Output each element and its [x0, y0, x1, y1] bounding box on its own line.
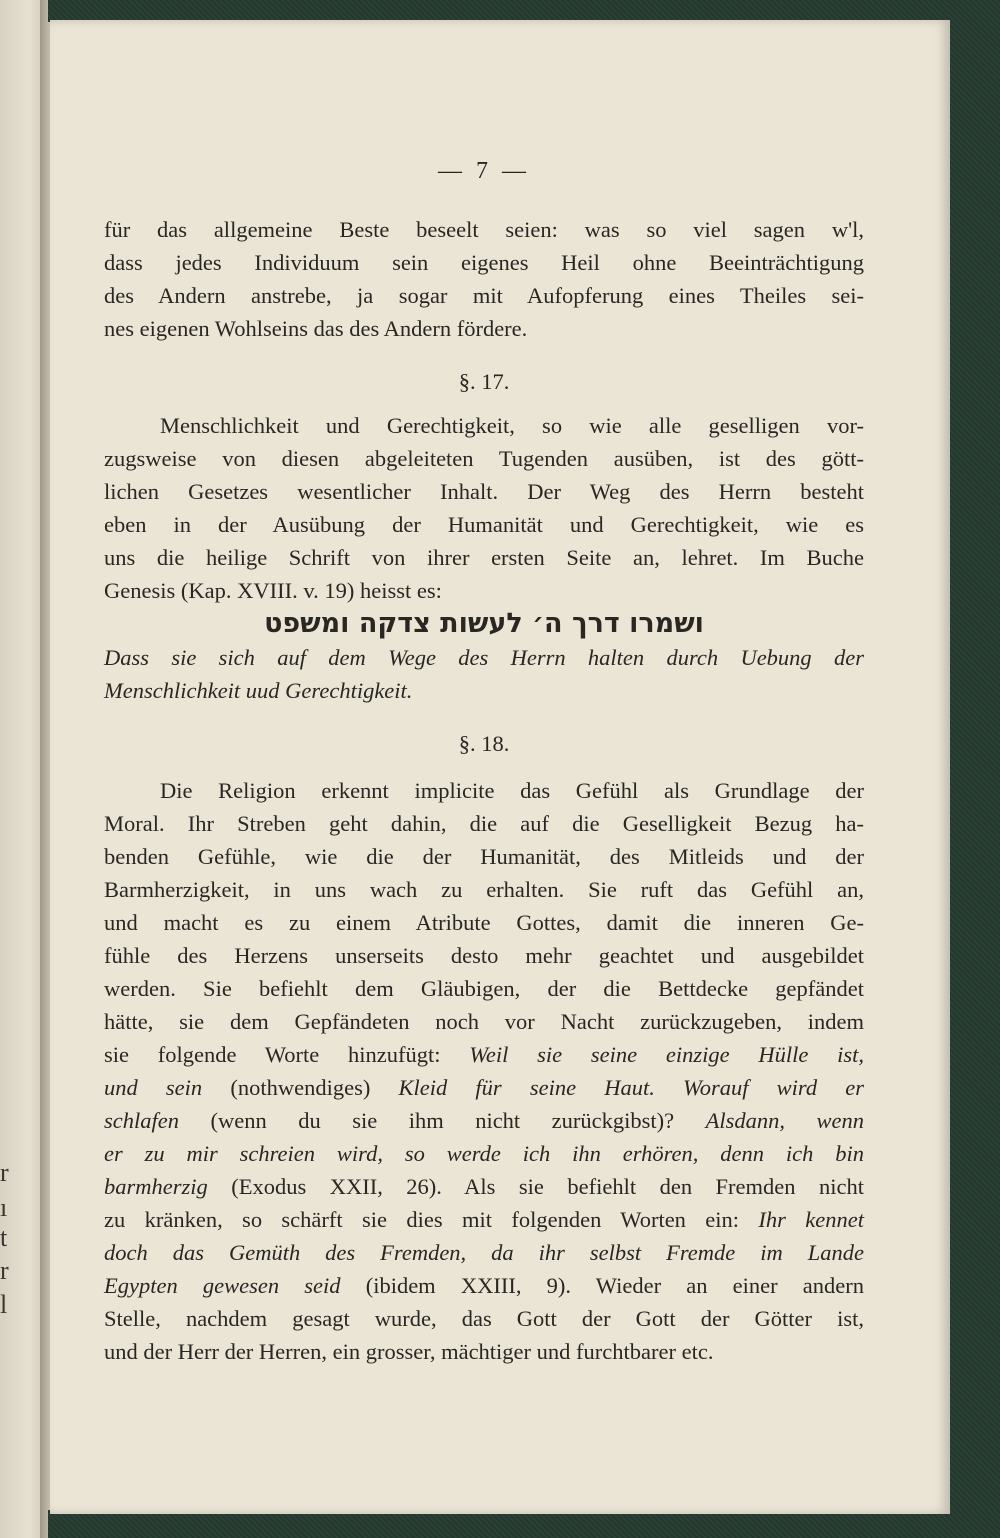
- text-line: Genesis (Kap. XVIII. v. 19) heisst es:: [104, 578, 442, 603]
- text-line: [104, 1336, 864, 1368]
- text-line: [104, 1237, 864, 1269]
- page-number: — 7 —: [438, 158, 530, 184]
- text-segment: und der Herr der Herren, ein grosser, mächtiger und furchtbarer etc.: [104, 1339, 714, 1364]
- italic-text-segment: Egypten gewesen seid: [104, 1273, 341, 1298]
- italic-text-segment: doch das Gemüth des Fremden, da ihr selbst Fremde im Lande: [104, 1240, 864, 1265]
- text-segment: Moral. Ihr Streben geht dahin, die auf die Geselligkeit Bezug ha-: [104, 811, 864, 836]
- hebrew-quotation: ושמרו דרך ה׳ לעשות צדקה ומשפט: [264, 608, 704, 639]
- text-segment: werden. Sie befiehlt dem Gläubigen, der die Bettdecke gepfändet: [104, 976, 864, 1001]
- italic-text-segment: Ihr kennet: [758, 1207, 864, 1232]
- text-line: [104, 973, 864, 1005]
- text-line: [104, 1270, 864, 1302]
- text-line: Menschlichkeit uud Gerechtigkeit.: [104, 678, 413, 703]
- book-cover-bottom: [48, 1510, 1000, 1538]
- italic-text-segment: Weil sie seine einzige Hülle ist,: [469, 1042, 865, 1067]
- text-line: nes eigenen Wohlseins das des Andern fördere.: [104, 316, 528, 341]
- text-line: [104, 841, 864, 873]
- text-segment: (Exodus XXII, 26). Als sie befiehlt den Fremden nicht: [207, 1174, 864, 1199]
- book-cover-right: [948, 0, 1000, 1538]
- text-line: eben in der Ausübung der Humanität und Gerechtigkeit, wie es: [104, 512, 864, 537]
- text-segment: Die Religion erkennt implicite das Gefühl als Grundlage der: [160, 778, 864, 803]
- section-heading-17: §. 17.: [458, 369, 510, 394]
- book-cover-top: [48, 0, 1000, 22]
- section-heading-18: §. 18.: [458, 731, 510, 756]
- italic-text-segment: schlafen: [104, 1108, 179, 1133]
- text-segment: Barmherzigkeit, in uns wach zu erhalten. Sie ruft das Gefühl an,: [104, 877, 864, 902]
- text-line: [104, 1105, 864, 1137]
- text-segment: (nothwendiges): [202, 1075, 399, 1100]
- book-page: [50, 20, 950, 1514]
- italic-text-segment: und sein: [104, 1075, 203, 1100]
- text-line: [104, 775, 864, 807]
- text-line: für das allgemeine Beste beseelt seien: was so viel sagen w'l,: [104, 217, 864, 242]
- text-line: [104, 907, 864, 939]
- text-line: [104, 1006, 864, 1038]
- text-line: [104, 1039, 864, 1071]
- text-line: Dass sie sich auf dem Wege des Herrn halten durch Uebung der: [104, 645, 864, 670]
- text-line: [104, 1072, 864, 1104]
- text-line: dass jedes Individuum sein eigenes Heil ohne Beeinträchtigung: [104, 250, 864, 275]
- text-segment: hätte, sie dem Gepfändeten noch vor Nacht zurückzugeben, indem: [104, 1009, 864, 1034]
- text-segment: sie folgende Worte hinzufügt:: [104, 1042, 470, 1067]
- text-segment: (wenn du sie ihm nicht zurückgibst)?: [178, 1108, 706, 1133]
- italic-text-segment: barmherzig: [104, 1174, 208, 1199]
- text-line: zugsweise von diesen abgeleiteten Tugenden ausüben, ist des gött-: [104, 446, 864, 471]
- text-segment: zu kränken, so schärft sie dies mit folgenden Worten ein:: [104, 1207, 759, 1232]
- text-line: Menschlichkeit und Gerechtigkeit, so wie alle geselligen vor-: [160, 413, 864, 438]
- text-segment: Stelle, nachdem gesagt wurde, das Gott der Gott der Götter ist,: [104, 1306, 864, 1331]
- text-line: des Andern anstrebe, ja sogar mit Aufopferung eines Theiles sei-: [104, 283, 864, 308]
- italic-text-segment: Alsdann, wenn: [705, 1108, 864, 1133]
- text-segment: (ibidem XXIII, 9). Wieder an einer andern: [340, 1273, 864, 1298]
- text-line: lichen Gesetzes wesentlicher Inhalt. Der Weg des Herrn besteht: [104, 479, 864, 504]
- text-line: [104, 940, 864, 972]
- text-line: uns die heilige Schrift von ihrer ersten Seite an, lehret. Im Buche: [104, 545, 864, 570]
- italic-text-segment: er zu mir schreien wird, so werde ich ihn erhören, denn ich bin: [104, 1141, 864, 1166]
- text-line: [104, 1204, 864, 1236]
- edge-letter: r: [0, 1256, 9, 1285]
- text-segment: benden Gefühle, wie die der Humanität, des Mitleids und der: [104, 844, 864, 869]
- text-line: [104, 1303, 864, 1335]
- edge-letter: r: [0, 1158, 9, 1187]
- edge-letter: l: [0, 1290, 8, 1319]
- text-line: [104, 1171, 864, 1203]
- edge-letter: t: [0, 1223, 8, 1252]
- text-line: [104, 874, 864, 906]
- text-line: [104, 1138, 864, 1170]
- text-line: [104, 808, 864, 840]
- text-segment: und macht es zu einem Atribute Gottes, damit die inneren Ge-: [104, 910, 864, 935]
- italic-text-segment: Kleid für seine Haut. Worauf wird er: [398, 1075, 865, 1100]
- text-segment: fühle des Herzens unserseits desto mehr geachtet und ausgebildet: [104, 943, 864, 968]
- edge-letter: ı: [0, 1193, 8, 1222]
